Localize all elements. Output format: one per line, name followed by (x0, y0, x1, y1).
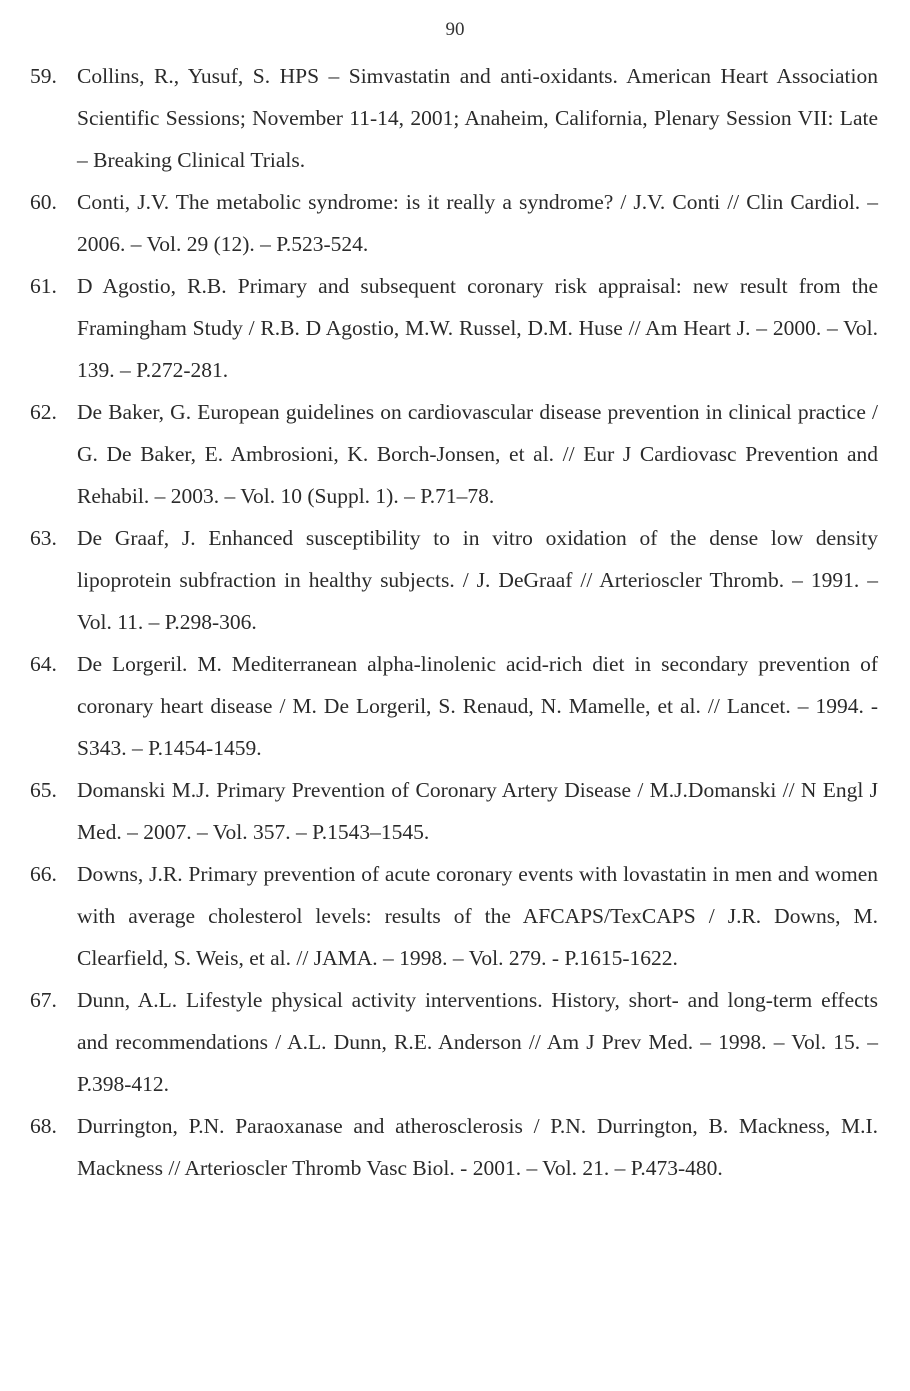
reference-number: 66. (30, 862, 57, 886)
reference-text: De Graaf, J. Enhanced susceptibility to in vitro oxidation of the dense low density lipoprotein subfraction in healthy subjects. / J. DeGraaf // Arterioscler Thromb. – 1991. – Vol. 11. – P.298-306. (77, 526, 878, 634)
reference-number: 59. (30, 64, 57, 88)
reference-item-59 (30, 55, 878, 181)
reference-number: 61. (30, 274, 57, 298)
reference-text: Domanski M.J. Primary Prevention of Coronary Artery Disease / M.J.Domanski // N Engl J Med. – 2007. – Vol. 357. – P.1543–1545. (77, 778, 878, 844)
reference-item-60 (30, 181, 878, 265)
reference-list (30, 55, 878, 1189)
reference-item-64 (30, 643, 878, 769)
reference-item-63 (30, 517, 878, 643)
reference-number: 68. (30, 1114, 57, 1138)
reference-text: De Lorgeril. M. Mediterranean alpha-linolenic acid-rich diet in secondary prevention of coronary heart disease / M. De Lorgeril, S. Renaud, N. Mamelle, et al. // Lancet. – 1994. - S343. – P.1454-1459. (77, 652, 878, 760)
reference-number: 60. (30, 190, 57, 214)
reference-text: Durrington, P.N. Paraoxanase and atherosclerosis / P.N. Durrington, B. Mackness, M.I. Mackness // Arterioscler Thromb Vasc Biol. - 2001. – Vol. 21. – P.473-480. (77, 1114, 878, 1180)
reference-item-66 (30, 853, 878, 979)
reference-text: Downs, J.R. Primary prevention of acute coronary events with lovastatin in men and women with average cholesterol levels: results of the AFCAPS/TexCAPS / J.R. Downs, M. Clearfield, S. Weis, et al. // JAMA. – 1998. – Vol. 279. - P.1615-1622. (77, 862, 878, 970)
reference-item-65 (30, 769, 878, 853)
reference-text: Conti, J.V. The metabolic syndrome: is it really a syndrome? / J.V. Conti // Clin Cardiol. – 2006. – Vol. 29 (12). – P.523-524. (77, 190, 878, 256)
reference-number: 63. (30, 526, 57, 550)
reference-text: De Baker, G. European guidelines on cardiovascular disease prevention in clinical practice / G. De Baker, E. Ambrosioni, K. Borch-Jonsen, et al. // Eur J Cardiovasc Prevention and Rehabil. – 2003. – Vol. 10 (Suppl. 1). – P.71–78. (77, 400, 878, 508)
reference-item-67 (30, 979, 878, 1105)
page-number: 90 (445, 19, 465, 40)
reference-text: D Agostio, R.B. Primary and subsequent coronary risk appraisal: new result from the Framingham Study / R.B. D Agostio, M.W. Russel, D.M. Huse // Am Heart J. – 2000. – Vol. 139. – P.272-281. (77, 274, 878, 382)
reference-text: Collins, R., Yusuf, S. HPS – Simvastatin and anti-oxidants. American Heart Association Scientific Sessions; November 11-14, 2001; Anaheim, California, Plenary Session VII: Late – Breaking Clinical Trials. (77, 64, 878, 172)
reference-number: 62. (30, 400, 57, 424)
reference-number: 67. (30, 988, 57, 1012)
reference-item-61 (30, 265, 878, 391)
reference-number: 65. (30, 778, 57, 802)
reference-item-62 (30, 391, 878, 517)
reference-text: Dunn, A.L. Lifestyle physical activity interventions. History, short- and long-term effects and recommendations / A.L. Dunn, R.E. Anderson // Am J Prev Med. – 1998. – Vol. 15. – P.398-412. (77, 988, 878, 1096)
reference-item-68 (30, 1105, 878, 1189)
reference-number: 64. (30, 652, 57, 676)
